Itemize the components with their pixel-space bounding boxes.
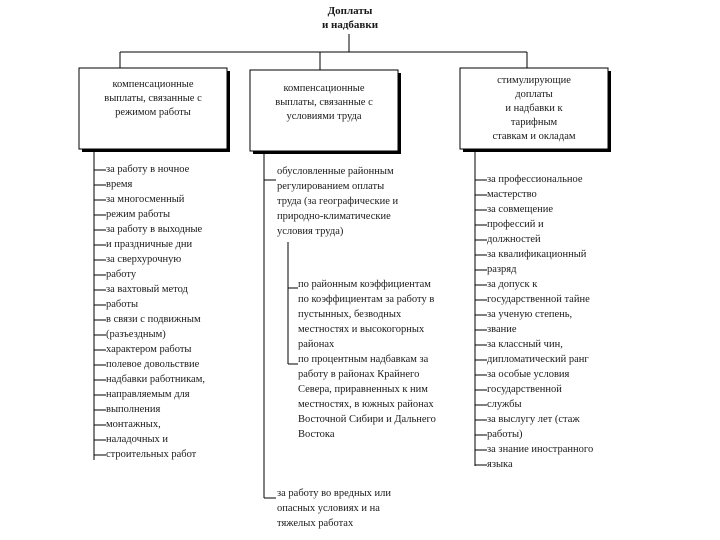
col1-item-line-1: за работу в ночное <box>106 164 190 175</box>
header-text-compensation-conditions <box>251 82 397 124</box>
col2-subitem-line-10: Восточной Сибири и Дальнего <box>298 414 436 425</box>
root-title-line-1: Доплаты <box>327 5 373 17</box>
col3-item-line-19: за знание иностранного <box>487 444 594 455</box>
col3-item-line-18: работы) <box>487 429 523 440</box>
header2-line-3: условиями труда <box>286 111 362 122</box>
col1-item-line-20: строительных работ <box>106 449 197 460</box>
col3-item-line-11: звание <box>487 324 517 335</box>
header3-line-4: тарифным <box>510 117 558 128</box>
root-title-line-2: и надбавки <box>321 19 379 31</box>
col3-item-line-5: должностей <box>487 234 541 245</box>
col1-item-line-2: время <box>106 179 133 190</box>
col1-item-line-7: за сверхурочную <box>106 254 182 265</box>
col3-items <box>487 172 593 472</box>
col3-item-line-2: мастерство <box>487 189 537 200</box>
header-text-stimulating <box>461 74 607 148</box>
col1-item-line-19: наладочных и <box>106 434 169 445</box>
col2-subitem-line-11: Востока <box>298 429 335 440</box>
col1-items <box>106 162 205 462</box>
col1-item-line-9: за вахтовый метод <box>106 284 188 295</box>
col2-subitems <box>298 277 436 442</box>
col2-bottom-line-3: тяжелых работах <box>277 518 354 529</box>
header3-line-1: стимулирующие <box>497 75 571 86</box>
col3-item-line-14: за особые условия <box>487 369 570 380</box>
col1-item-line-4: режим работы <box>106 209 171 220</box>
header1-line-2: выплаты, связанные с <box>104 93 202 104</box>
col3-item-line-13: дипломатический ранг <box>487 354 589 365</box>
col2-subitem-line-4: местностях и высокогорных <box>298 324 425 335</box>
col3-item-line-12: за классный чин, <box>487 339 563 350</box>
header2-line-2: выплаты, связанные с <box>275 97 373 108</box>
col2-item-line-2: регулированием оплаты <box>277 181 385 192</box>
col2-item-line-3: труда (за географические и <box>277 196 399 207</box>
col1-item-line-10: работы <box>106 299 139 310</box>
col2-subitem-line-9: местностях, в южных районах <box>298 399 434 410</box>
col3-item-line-10: за ученую степень, <box>487 309 573 320</box>
col3-item-line-8: за допуск к <box>487 279 538 290</box>
col1-item-line-12: (разъездным) <box>106 329 166 340</box>
col1-item-line-6: и праздничные дни <box>106 239 193 250</box>
col2-bottom-items <box>277 486 391 531</box>
col1-item-line-5: за работу в выходные <box>106 224 203 235</box>
col1-item-line-16: направляемым для <box>106 389 190 400</box>
header3-line-5: ставкам и окладам <box>492 131 576 142</box>
col2-subitem-line-6: по процентным надбавкам за <box>298 354 429 365</box>
col2-bottom-line-2: опасных условиях и на <box>277 503 380 514</box>
root-title <box>300 4 400 32</box>
col3-item-line-7: разряд <box>487 264 517 275</box>
col3-item-line-1: за профессиональное <box>487 174 583 185</box>
col3-item-line-3: за совмещение <box>487 204 554 215</box>
col1-item-line-14: полевое довольствие <box>106 359 200 370</box>
col2-item-line-4: природно-климатические <box>277 211 391 222</box>
col3-item-line-15: государственной <box>487 384 562 395</box>
col1-item-line-8: работу <box>106 269 137 280</box>
col2-bottom-line-1: за работу во вредных или <box>277 488 391 499</box>
col1-item-line-18: монтажных, <box>106 419 161 430</box>
col1-item-line-11: в связи с подвижным <box>106 314 201 325</box>
header1-line-1: компенсационные <box>112 79 194 90</box>
col1-item-line-17: выполнения <box>106 404 161 415</box>
col2-item-line-5: условия труда) <box>277 226 344 237</box>
col3-item-line-17: за выслугу лет (стаж <box>487 414 580 425</box>
header-text-compensation-regime <box>80 78 226 120</box>
col2-subitem-line-2: по коэффициентам за работу в <box>298 294 435 305</box>
col2-subitem-line-5: районах <box>298 339 335 350</box>
col1-ticks <box>94 170 106 455</box>
col3-ticks <box>475 180 487 465</box>
col3-item-line-6: за квалификационный <box>487 249 587 260</box>
col3-item-line-20: языка <box>487 459 513 470</box>
col2-item-line-1: обусловленные районным <box>277 166 394 177</box>
col2-subitem-line-8: Севера, приравненных к ним <box>298 384 428 395</box>
col3-item-line-9: государственной тайне <box>487 294 590 305</box>
col2-subitem-line-1: по районным коэффициентам <box>298 279 431 290</box>
col3-item-line-4: профессий и <box>487 219 544 230</box>
header2-line-1: компенсационные <box>283 83 365 94</box>
col1-item-line-15: надбавки работникам, <box>106 374 205 385</box>
header3-line-3: и надбавки к <box>505 103 563 114</box>
col2-subitem-line-7: работу в районах Крайнего <box>298 369 420 380</box>
col3-item-line-16: службы <box>487 399 522 410</box>
col2-items <box>277 164 398 239</box>
col2-subitem-line-3: пустынных, безводных <box>298 309 402 320</box>
col1-item-line-13: характером работы <box>106 344 192 355</box>
header3-line-2: доплаты <box>515 89 553 100</box>
col1-item-line-3: за многосменный <box>106 194 185 205</box>
header1-line-3: режимом работы <box>115 107 191 118</box>
